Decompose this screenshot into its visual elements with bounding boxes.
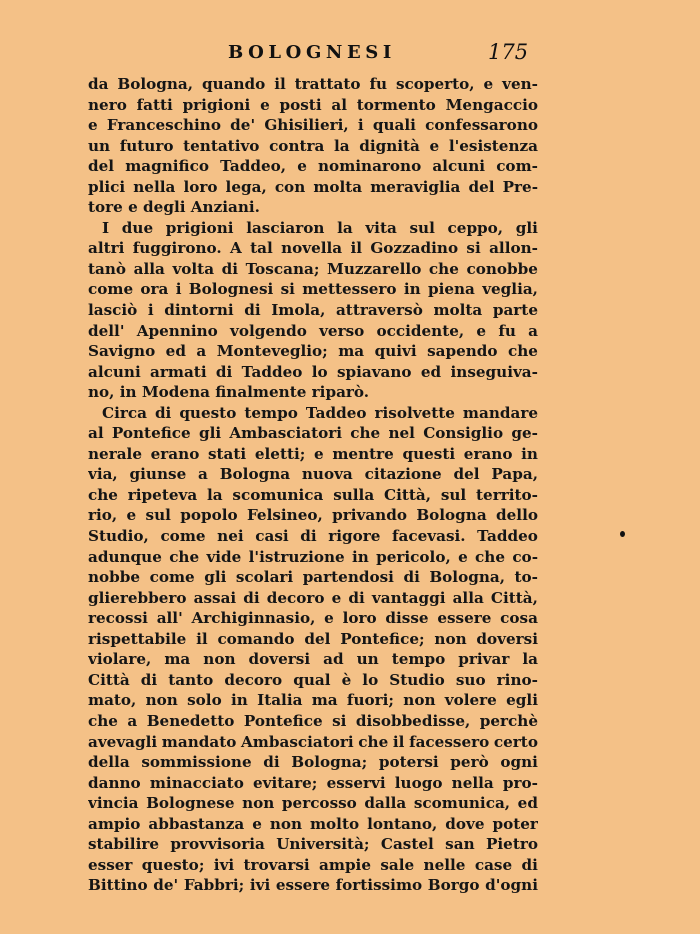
text-line: rio, e sul popolo Felsineo, privando Bologna dello: [88, 506, 538, 525]
text-line: vincia Bolognese non percosso dalla scomunica, ed: [88, 794, 538, 813]
running-head: BOLOGNESI: [228, 42, 396, 63]
body-text: [88, 74, 538, 896]
text-line: recossi all' Archiginnasio, e loro disse essere cosa: [88, 609, 538, 628]
text-line: della sommissione di Bologna; potersi però ogni: [88, 753, 538, 772]
page-number: 175: [488, 40, 529, 64]
text-line: tore e degli Anziani.: [88, 198, 260, 217]
text-line: altri fuggirono. A tal novella il Gozzadino si allon-: [88, 239, 538, 258]
text-line: ampio abbastanza e non molto lontano, dove poter: [88, 814, 538, 833]
text-line: mato, non solo in Italia ma fuori; non volere egli: [88, 691, 538, 710]
text-line: avevagli mandato Ambasciatori che il facessero certo: [88, 732, 538, 751]
text-line: violare, ma non doversi ad un tempo privar la: [88, 650, 538, 669]
text-line: nero fatti prigioni e posti al tormento Mengaccio: [88, 95, 538, 114]
text-line: via, giunse a Bologna nuova citazione del Papa,: [88, 465, 538, 484]
text-line: stabilire provvisoria Università; Castel san Pietro: [88, 835, 538, 854]
text-line: esser questo; ivi trovarsi ampie sale nelle case di: [88, 855, 538, 874]
text-line: al Pontefice gli Ambasciatori che nel Consiglio ge-: [88, 424, 538, 443]
text-line: che a Benedetto Pontefice si disobbedisse, perchè: [88, 711, 538, 730]
text-line: da Bologna, quando il trattato fu scoperto, e ven-: [88, 75, 538, 93]
text-line: rispettabile il comando del Pontefice; non doversi: [88, 629, 538, 648]
ink-speck: [620, 531, 625, 537]
text-line: e Franceschino de' Ghisilieri, i quali confessarono: [88, 116, 538, 135]
text-line: adunque che vide l'istruzione in pericolo, e che co-: [88, 547, 538, 566]
text-line: danno minacciato evitare; esservi luogo nella pro-: [88, 773, 538, 792]
text-line: che ripeteva la scomunica sulla Città, sul territo-: [88, 485, 538, 504]
text-line: un futuro tentativo contra la dignità e l'esistenza: [88, 136, 538, 155]
text-line: alcuni armati di Taddeo lo spiavano ed inseguiva-: [88, 362, 538, 381]
text-line: nerale erano stati eletti; e mentre questi erano in: [88, 444, 538, 463]
text-line: del magnifico Taddeo, e nominarono alcuni com-: [88, 157, 538, 176]
text-line: Città di tanto decoro qual è lo Studio suo rino-: [88, 670, 538, 689]
text-line: tanò alla volta di Toscana; Muzzarello che conobbe: [88, 259, 538, 278]
text-line: I due prigioni lasciaron la vita sul ceppo, gli: [102, 218, 538, 237]
text-line: plici nella loro lega, con molta meraviglia del Pre-: [88, 177, 538, 196]
text-line: dell' Apennino volgendo verso occidente, e fu a: [88, 321, 538, 340]
text-line: Circa di questo tempo Taddeo risolvette mandare: [102, 403, 538, 422]
text-line: Bittino de' Fabbri; ivi essere fortissimo Borgo d'ogni: [88, 876, 538, 895]
text-line: Studio, come nei casi di rigore facevasi. Taddeo: [88, 527, 538, 546]
page-header: [0, 40, 700, 66]
text-line: lasciò i dintorni di Imola, attraversò molta parte: [88, 301, 538, 320]
text-line: come ora i Bolognesi si mettessero in piena veglia,: [88, 280, 538, 299]
text-line: Savigno ed a Monteveglio; ma quivi sapendo che: [88, 342, 538, 361]
text-line: glierebbero assai di decoro e di vantaggi alla Città,: [88, 588, 538, 607]
text-line: nobbe come gli scolari partendosi di Bologna, to-: [88, 568, 538, 587]
text-line: no, in Modena finalmente riparò.: [88, 383, 370, 402]
